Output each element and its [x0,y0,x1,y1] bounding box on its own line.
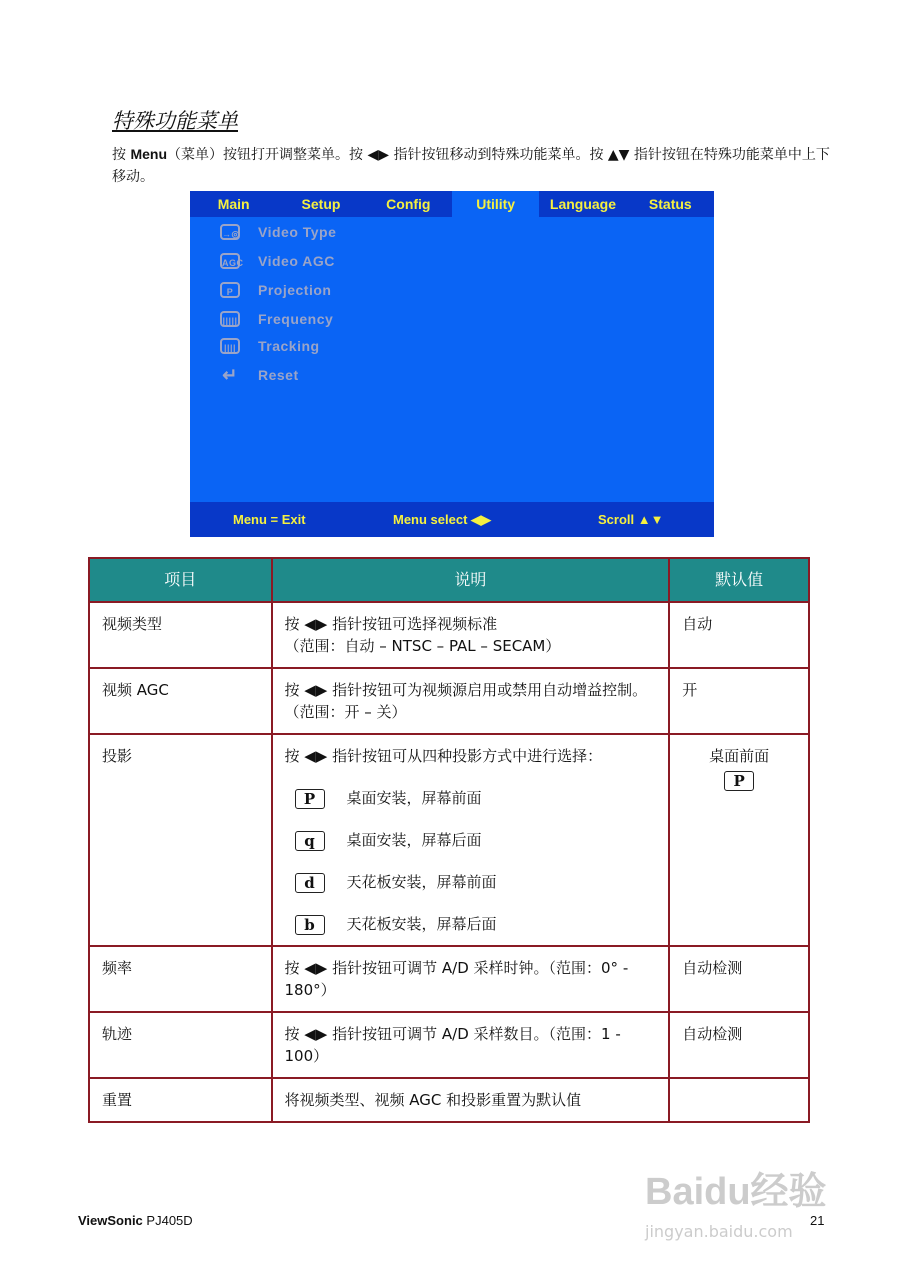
cell-default: 自动检测 [669,1012,809,1078]
tab-utility[interactable]: Utility [452,191,539,217]
cell-item: 重置 [89,1078,272,1122]
frequency-icon: ||||| [220,311,240,327]
menu-item-label: Tracking [258,338,320,354]
desc-line: （范围：自动 – NTSC – PAL – SECAM） [284,637,561,655]
projection-option [285,913,657,935]
menu-item-label: Frequency [258,311,334,327]
watermark-logo: Baidu经验 [645,1171,827,1213]
cell-desc: 将视频类型、视频 AGC 和投影重置为默认值 [272,1078,670,1122]
projection-option [285,787,657,809]
osd-footer [190,502,714,537]
model-name: PJ405D [146,1213,193,1228]
desc-line: 按 ◀▶ 指针按钮可从四种投影方式中进行选择： [284,747,603,765]
table-row [89,1078,809,1122]
brand-name: ViewSonic [78,1213,143,1228]
tab-setup[interactable]: Setup [301,196,341,212]
cell-item: 视频类型 [89,602,272,668]
tab-language[interactable]: Language [549,196,617,212]
cell-item: 轨迹 [89,1012,272,1078]
option-text: 桌面安装，屏幕后面 [346,831,482,849]
menu-item-tracking[interactable] [220,338,320,354]
menu-item-label: Video AGC [258,253,335,269]
intro-paragraph [112,143,832,188]
rear-table-icon: q [295,831,325,851]
osd-menu [190,191,714,537]
header-item: 项目 [89,558,272,602]
cell-desc [272,602,670,668]
menu-keyword: Menu [130,146,168,162]
cell-default [669,1078,809,1122]
table-row [89,946,809,1012]
menu-item-label: Reset [258,367,299,383]
reset-arrow-icon: ↵ [222,365,238,385]
projection-option [285,871,657,893]
menu-item-video-agc[interactable] [220,253,335,269]
footer-brand [78,1213,193,1228]
tracking-icon: |||| [220,338,240,354]
header-description: 说明 [272,558,670,602]
menu-item-label: Projection [258,282,332,298]
option-text: 天花板安装，屏幕前面 [346,873,497,891]
cell-desc: 按 ◀▶ 指针按钮可调节 A/D 采样时钟。（范围：0° - 180°） [272,946,670,1012]
tab-config[interactable]: Config [386,196,431,212]
tab-status[interactable]: Status [648,196,692,212]
menu-item-frequency[interactable] [220,311,333,327]
table-row [89,602,809,668]
table-header [89,558,809,602]
front-ceiling-icon: d [295,873,325,893]
cell-item: 投影 [89,734,272,946]
table-row [89,668,809,734]
tab-main[interactable]: Main [217,196,250,212]
menu-item-label: Video Type [258,224,337,240]
cell-desc [272,734,670,946]
page-number: 21 [810,1213,825,1228]
table-row [89,1012,809,1078]
cell-item: 视频 AGC [89,668,272,734]
front-table-icon: P [724,771,754,791]
option-text: 天花板安装，屏幕后面 [346,915,497,933]
option-text: 桌面安装，屏幕前面 [346,789,482,807]
osd-tabs [190,191,714,217]
front-table-icon: P [295,789,325,809]
default-text: 桌面前面 [709,747,770,765]
menu-item-projection[interactable] [220,282,331,298]
video-type-icon: →◎ [220,224,240,240]
cell-default: 自动 [669,602,809,668]
cell-desc: 按 ◀▶ 指针按钮可调节 A/D 采样数目。（范围：1 - 100） [272,1012,670,1078]
cell-default [669,734,809,946]
desc-line: 按 ◀▶ 指针按钮可选择视频标准 [284,615,498,633]
cell-desc: 按 ◀▶ 指针按钮可为视频源启用或禁用自动增益控制。（范围：开 – 关） [272,668,670,734]
projection-icon: P [220,282,240,298]
cell-default: 自动检测 [669,946,809,1012]
agc-icon: AGC [220,253,240,269]
projection-option [285,829,657,851]
header-default: 默认值 [669,558,809,602]
exit-hint: Menu = Exit [233,512,306,527]
intro-text: 按 [112,147,126,163]
cell-default: 开 [669,668,809,734]
select-hint: Menu select ◀▶ [393,512,492,527]
rear-ceiling-icon: b [295,915,325,935]
menu-item-video-type[interactable] [220,224,336,240]
scroll-hint: Scroll ▲▼ [598,512,664,527]
watermark-url: jingyan.baidu.com [645,1222,793,1241]
cell-item: 频率 [89,946,272,1012]
intro-text: （菜单）按钮打开调整菜单。按 ◀▶ 指针按钮移动到特殊功能菜单。按 ▲▼ 指针按钮在特殊功能菜单中上下移动。 [112,147,830,185]
section-title: 特殊功能菜单 [112,109,238,133]
menu-item-reset[interactable] [220,367,299,383]
table-row [89,734,809,946]
settings-table [88,557,810,1123]
